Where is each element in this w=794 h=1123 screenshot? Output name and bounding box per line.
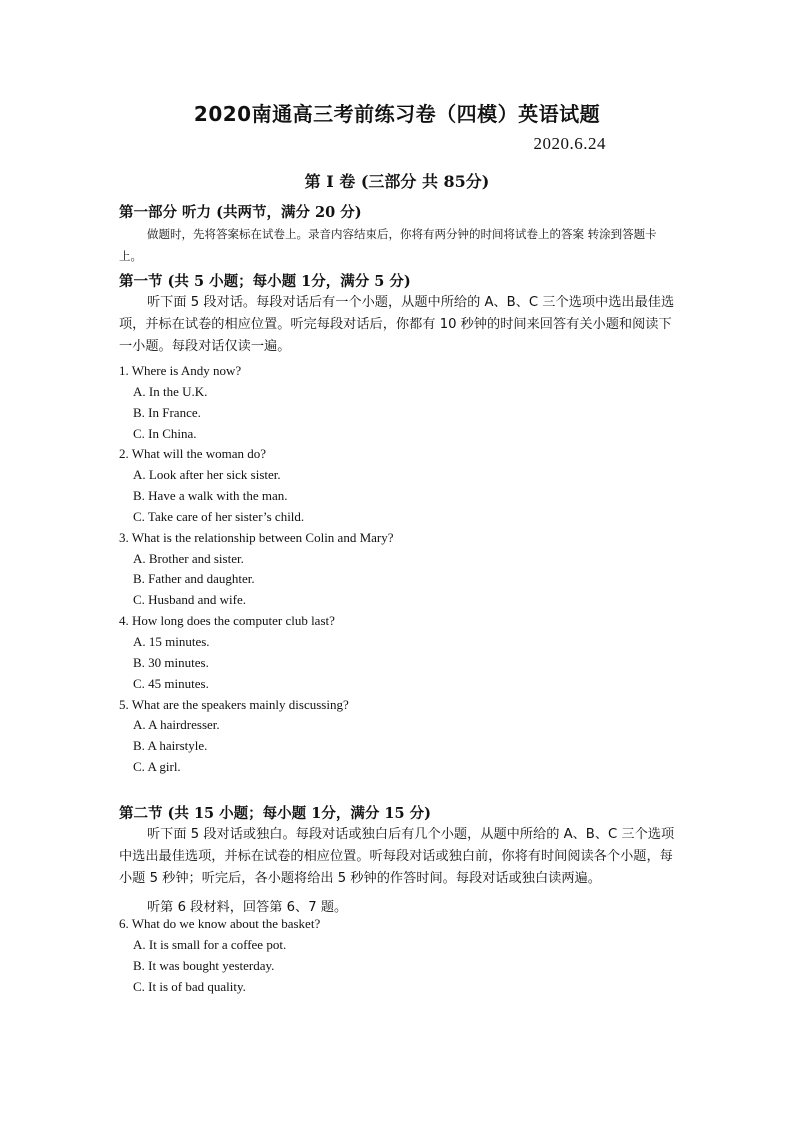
question-stem: 6. What do we know about the basket? <box>119 916 321 931</box>
option: A. 15 minutes. <box>133 633 210 649</box>
option: C. It is of bad quality. <box>133 978 246 994</box>
part1-instruction: 做题时，先将答案标在试卷上。录音内容结束后，你将有两分钟的时间将试卷上的答案 转涂到答题卡上。 <box>119 227 657 263</box>
option: C. A girl. <box>133 759 181 775</box>
exam-date: 2020.6.24 <box>533 134 606 153</box>
option: A. In the U.K. <box>133 383 208 399</box>
question-stem: 1. Where is Andy now? <box>119 363 242 378</box>
option: C. In China. <box>133 425 197 441</box>
option: A. Look after her sick sister. <box>133 467 281 483</box>
section2-instruction: 听下面 5 段对话或独白。每段对话或独白后有几个小题，从题中所给的 A、B、C 三个选项中选出最佳选项，并标在试卷的相应位置。听每段对话或独白前，你将有时间阅读各个小题，每小题 5 秒钟；听完后，各小题将给出 5 秒钟的作答时间。每段对话或独白读两遍。 <box>119 827 675 886</box>
option: A. It is small for a coffee pot. <box>133 936 287 952</box>
option: B. Have a walk with the man. <box>133 488 288 504</box>
question-stem: 4. How long does the computer club last? <box>119 613 335 629</box>
part1-heading: 第一部分 听力 (共两节，满分 20 分) <box>119 204 362 221</box>
option: C. Husband and wife. <box>133 592 247 608</box>
option: A. A hairdresser. <box>133 717 220 733</box>
volume-heading: 第 I 卷 (三部分 共 85分) <box>304 172 490 191</box>
material-note: 听第 6 段材料，回答第 6、7 题。 <box>147 900 348 915</box>
exam-title: 2020南通高三考前练习卷（四模）英语试题 <box>193 102 601 126</box>
question-stem: 2. What will the woman do? <box>119 446 267 462</box>
option: C. Take care of her sister’s child. <box>133 508 305 524</box>
section1-question-list <box>119 361 394 778</box>
section2-heading: 第二节 (共 15 小题；每小题 1分，满分 15 分) <box>119 805 431 822</box>
section1-heading: 第一节 (共 5 小题；每小题 1分，满分 5 分) <box>119 273 411 290</box>
question-stem: 5. What are the speakers mainly discussing? <box>119 696 349 712</box>
option: C. 45 minutes. <box>133 675 209 691</box>
section1-instruction: 听下面 5 段对话。每段对话后有一个小题，从题中所给的 A、B、C 三个选项中选出最佳选项，并标在试卷的相应位置。听完每段对话后，你都有 10 秒钟的时间来回答有关小题和阅读下一小题。每段对话仅读一遍。 <box>119 295 675 354</box>
option: B. 30 minutes. <box>133 654 209 670</box>
option: B. It was bought yesterday. <box>133 957 275 973</box>
section2-question-list <box>119 914 320 997</box>
option: B. A hairstyle. <box>133 738 208 754</box>
option: B. In France. <box>133 404 201 420</box>
question-stem: 3. What is the relationship between Colin and Mary? <box>119 529 394 545</box>
option: B. Father and daughter. <box>133 571 255 587</box>
option: A. Brother and sister. <box>133 550 244 566</box>
